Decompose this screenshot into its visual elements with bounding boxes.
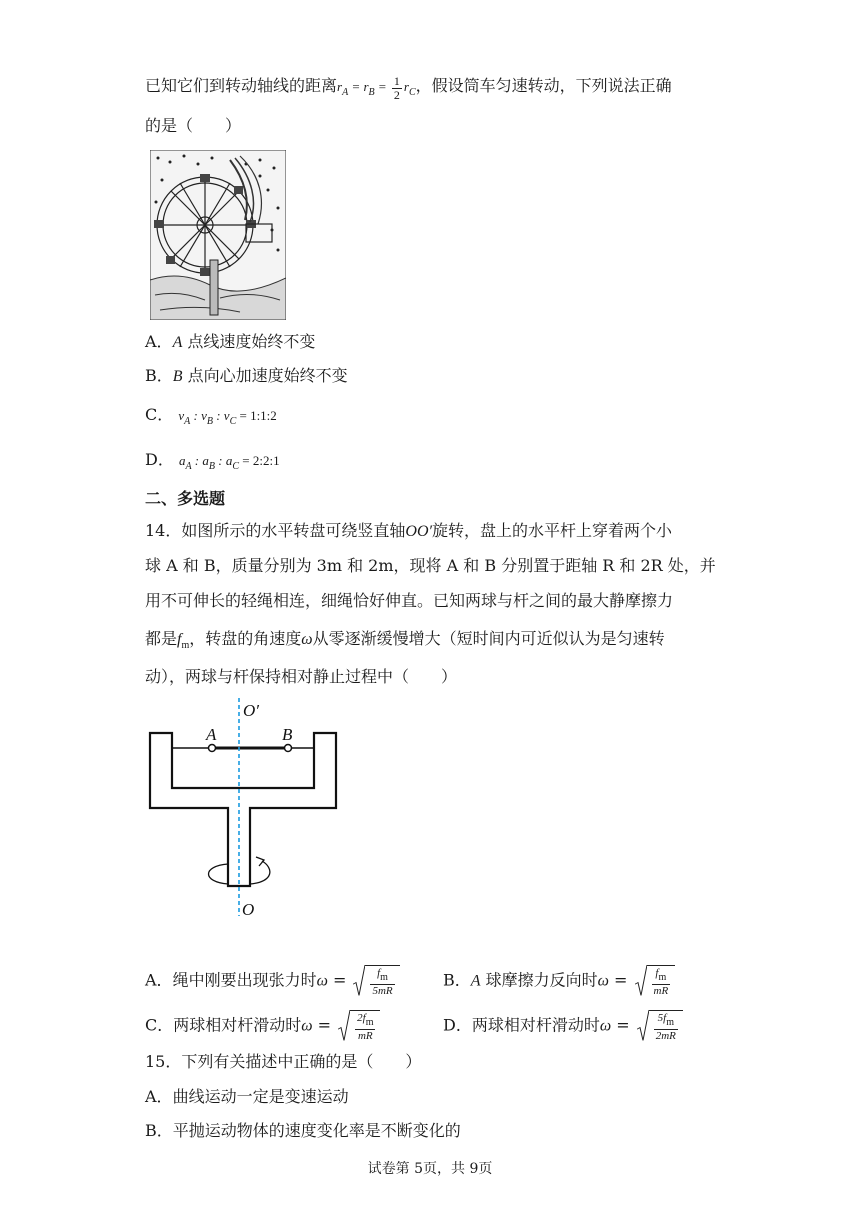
q13-stem-text-cont: ，假设筒车匀速转动，下列说法正确: [415, 76, 672, 95]
q14-option-c-formula: $\frac{2fm}{mR}$: [338, 1010, 380, 1042]
q14-stem-line5: 动），两球与杆保持相对静止过程中（ ）: [145, 667, 458, 686]
q13-option-d: D． $a_A$ : $a_B$ : $a_C$ = 2:2:1: [145, 450, 280, 472]
q14-option-a-formula: $\frac{fm}{5mR}$: [353, 965, 399, 997]
q14-option-a: A．绳中刚要出现张力时ω = $\frac{fm}{5mR}$: [145, 965, 400, 997]
rotation-arrowhead: [256, 857, 264, 866]
q15-stem: 15．下列有关描述中正确的是（ ）: [145, 1052, 422, 1071]
q14-stem-line1: 14．如图所示的水平转盘可绕竖直轴OO′旋转，盘上的水平杆上穿着两个小: [145, 521, 673, 540]
q13-distance-equation: $r_A = r_B$ = $\frac{1}{2}$ $r_C$: [337, 73, 416, 102]
turntable-frame: [150, 733, 336, 886]
ball-b-label: B: [282, 725, 293, 744]
q13-stem-text: 已知它们到转动轴线的距离: [145, 76, 338, 95]
axis-label-bottom: O: [242, 900, 255, 919]
q14-option-d-formula: $\frac{5fm}{2mR}$: [637, 1010, 683, 1042]
q13-option-c-expr: $v_A$ : $v_B$ : $v_C$ = 1:1:2: [178, 408, 277, 427]
ball-a: [209, 745, 216, 752]
water-wheel-illustration: [150, 150, 286, 320]
ball-b: [285, 745, 292, 752]
q14-option-b: B．A 球摩擦力反向时ω = $\frac{fm}{mR}$: [443, 965, 675, 997]
turntable-diagram: [142, 698, 342, 923]
q14-stem-line3: 用不可伸长的轻绳相连，细绳恰好伸直。已知两球与杆之间的最大静摩擦力: [145, 591, 674, 610]
q13-option-b: B．B 点向心加速度始终不变: [145, 366, 348, 385]
q13-stem-line2: 的是（ ）: [145, 116, 242, 135]
page-footer: 试卷第 5页，共 9页: [367, 1161, 493, 1177]
q14-option-c: C．两球相对杆滑动时ω = $\frac{2fm}{mR}$: [145, 1010, 380, 1042]
q14-fm-symbol: $f_m$: [177, 631, 190, 651]
q13-option-c: C． $v_A$ : $v_B$ : $v_C$ = 1:1:2: [145, 405, 277, 427]
section-heading: 二、多选题: [145, 489, 226, 508]
q14-axis-label: OO′: [405, 523, 432, 540]
q14-option-d: D．两球相对杆滑动时ω = $\frac{5fm}{2mR}$: [443, 1010, 683, 1042]
rotation-arrow-left: [209, 864, 229, 884]
q13-stem-line1: [145, 74, 672, 105]
axis-label-top: O′: [243, 701, 259, 720]
ball-a-label: A: [206, 725, 217, 744]
q14-option-b-formula: $\frac{fm}{mR}$: [635, 965, 676, 997]
q15-option-a: A．曲线运动一定是变速运动: [145, 1087, 349, 1106]
q13-option-d-expr: $a_A$ : $a_B$ : $a_C$ = 2:2:1: [178, 453, 280, 472]
q14-stem-line2: 球 A 和 B，质量分别为 3m 和 2m，现将 A 和 B 分别置于距轴 R 和 2R 处，并: [145, 556, 716, 575]
q13-option-a: A．A 点线速度始终不变: [145, 332, 316, 351]
q15-option-b: B．平抛运动物体的速度变化率是不断变化的: [145, 1121, 461, 1140]
q14-stem-line4: 都是$f_m$，转盘的角速度ω从零逐渐缓慢增大（短时间内可近似认为是匀速转: [145, 629, 665, 651]
